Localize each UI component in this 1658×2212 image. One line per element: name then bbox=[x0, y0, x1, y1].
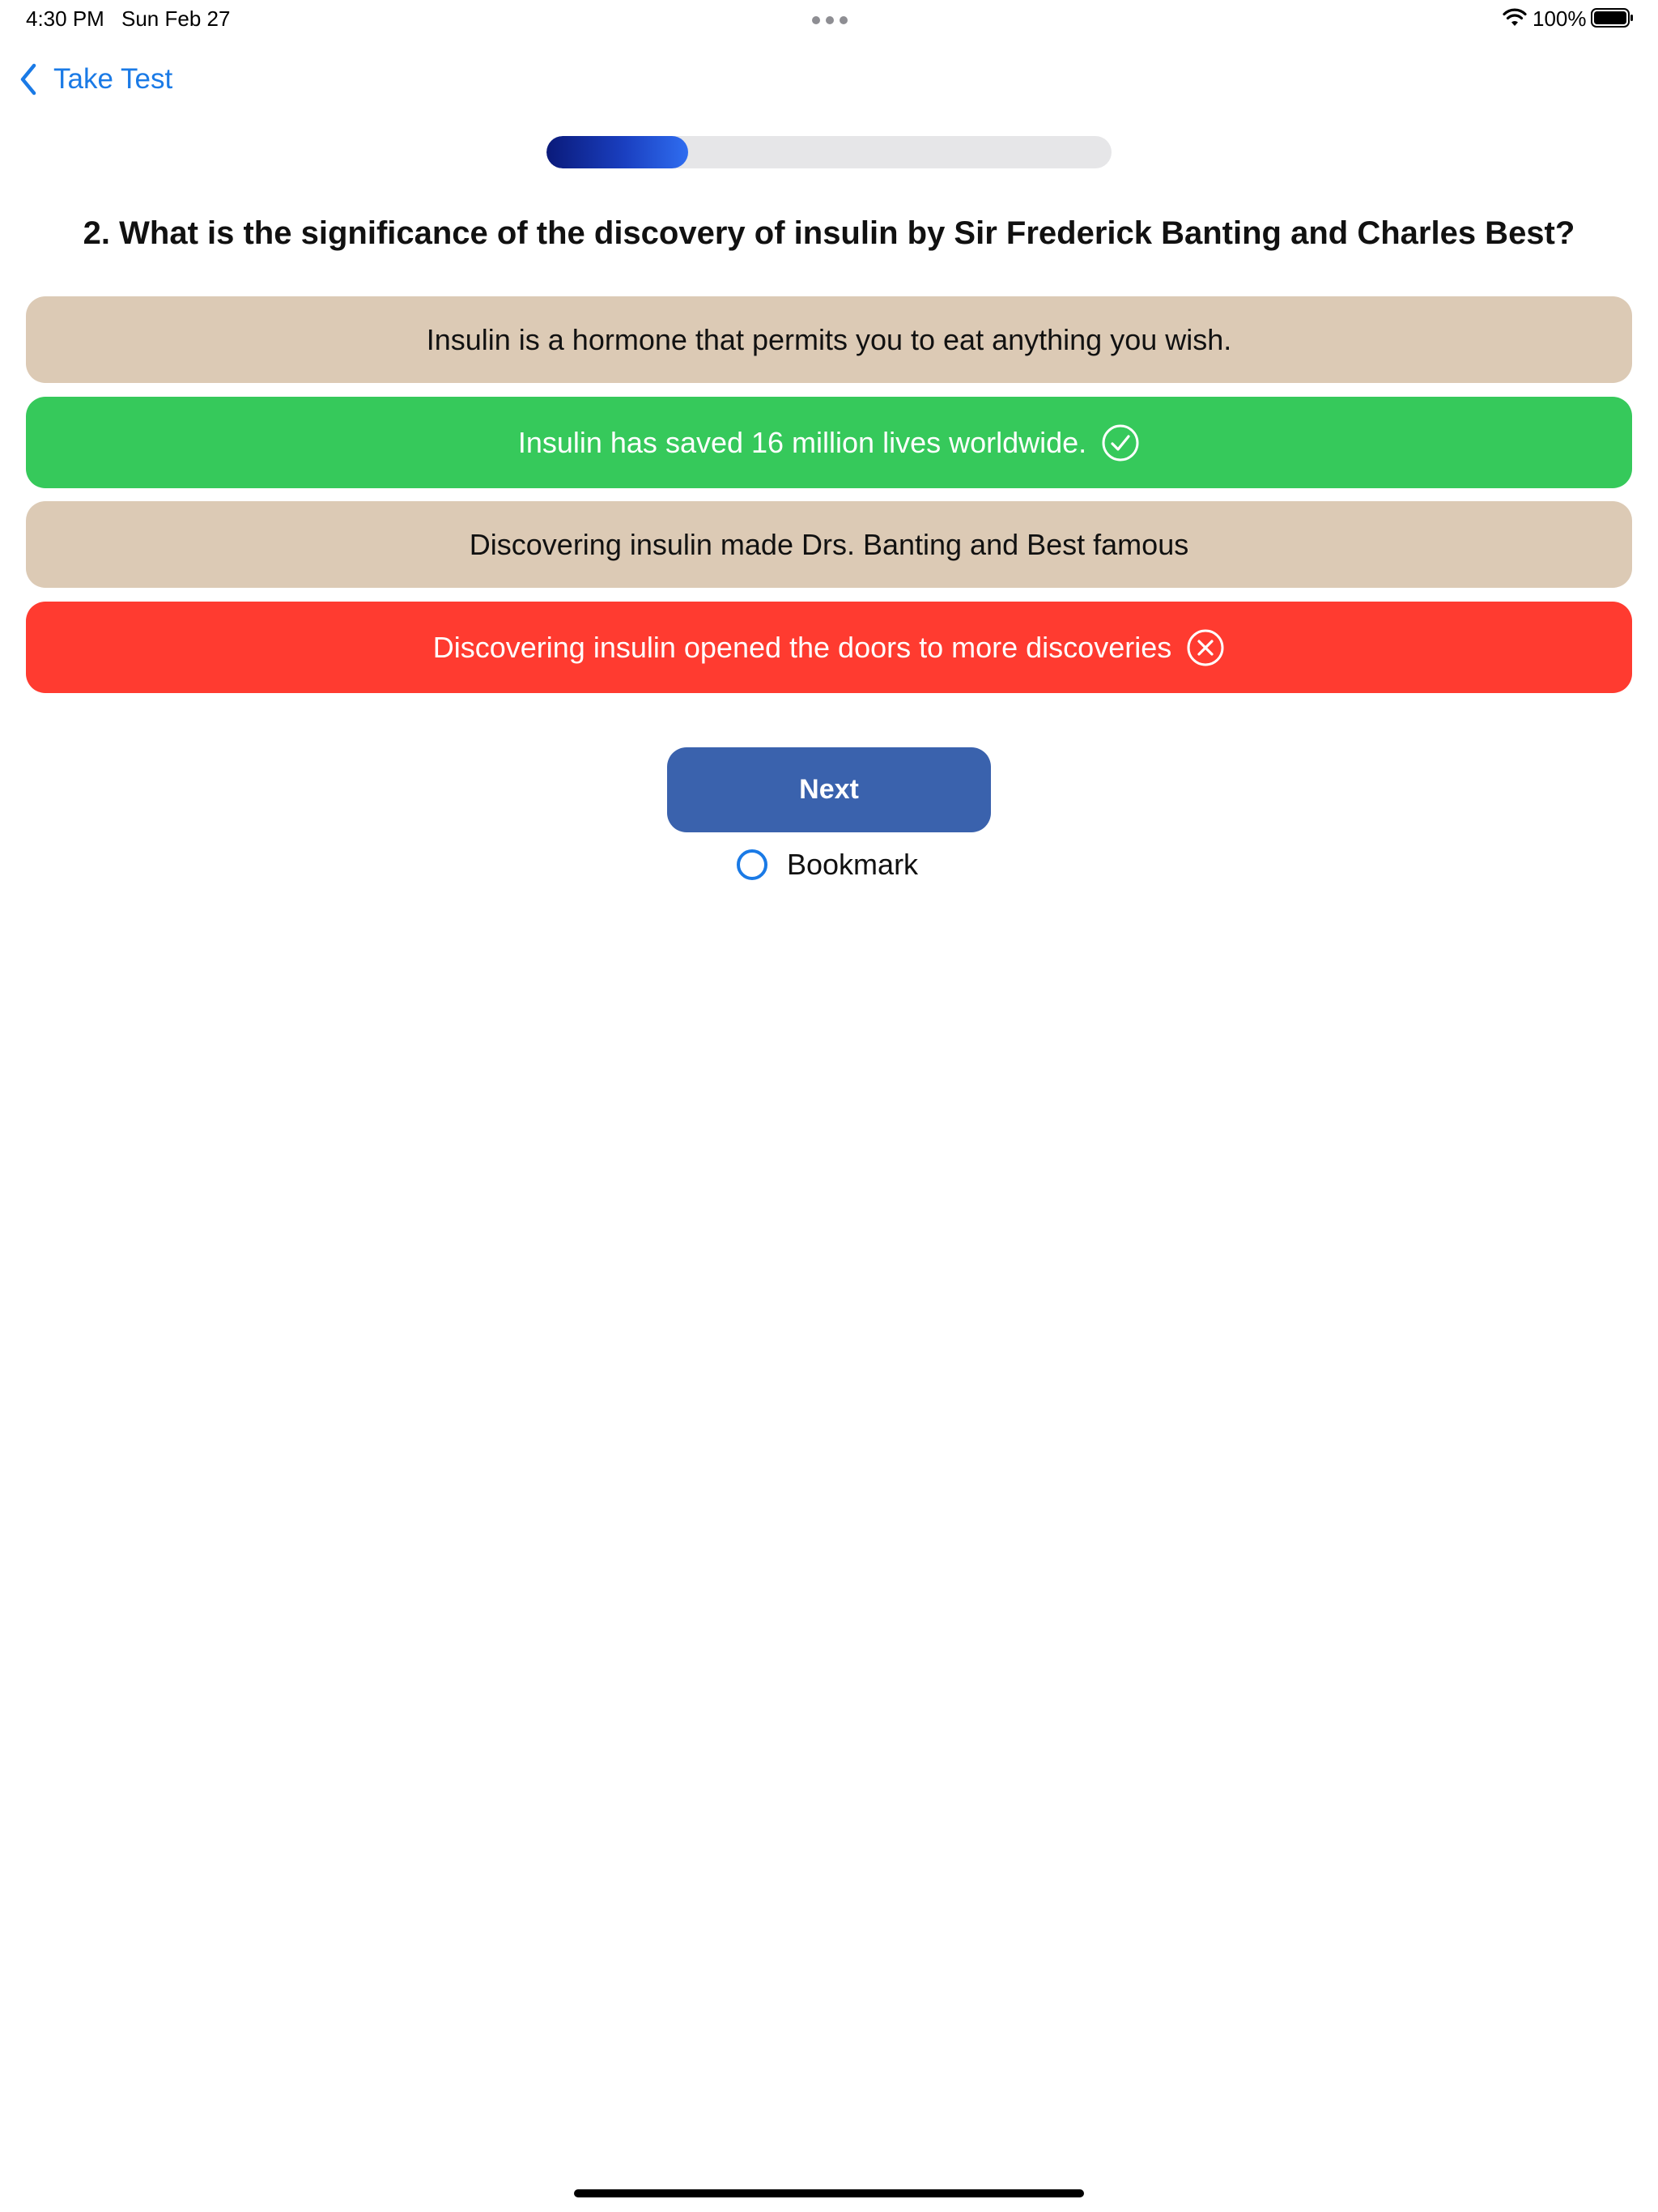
back-button[interactable] bbox=[19, 63, 172, 96]
wifi-icon bbox=[1503, 8, 1527, 28]
status-date: Sun Feb 27 bbox=[121, 6, 231, 31]
bookmark-label: Bookmark bbox=[787, 848, 919, 881]
back-label: Take Test bbox=[53, 63, 173, 95]
checkmark-circle-icon bbox=[1101, 423, 1140, 462]
answer-option-2[interactable] bbox=[26, 397, 1632, 488]
answer-option-1[interactable] bbox=[26, 296, 1632, 383]
question-text: 2. What is the significance of the discovery of insulin by Sir Frederick Banting and Charles Best? bbox=[83, 215, 1575, 251]
answer-text: Insulin has saved 16 million lives worldwide. bbox=[517, 425, 1087, 459]
chevron-left-icon bbox=[19, 63, 37, 96]
progress-bar bbox=[546, 136, 1112, 168]
bookmark-radio-icon[interactable] bbox=[737, 849, 767, 880]
answer-text: Discovering insulin opened the doors to more discoveries bbox=[432, 630, 1172, 664]
answer-text: Insulin is a hormone that permits you to eat anything you wish. bbox=[426, 322, 1232, 356]
multitask-dots-icon[interactable] bbox=[812, 16, 848, 24]
battery-icon bbox=[1591, 8, 1635, 28]
answer-option-4[interactable] bbox=[26, 602, 1632, 693]
progress-fill bbox=[546, 136, 688, 168]
status-time: 4:30 PM bbox=[26, 6, 104, 31]
battery-percent: 100% bbox=[1533, 6, 1587, 31]
answer-text: Discovering insulin made Drs. Banting and Best famous bbox=[469, 527, 1189, 561]
answer-option-3[interactable] bbox=[26, 501, 1632, 588]
bookmark-toggle[interactable] bbox=[737, 845, 918, 884]
next-button[interactable]: Next bbox=[667, 747, 991, 832]
x-circle-icon bbox=[1186, 628, 1225, 667]
home-indicator[interactable] bbox=[574, 2189, 1084, 2197]
